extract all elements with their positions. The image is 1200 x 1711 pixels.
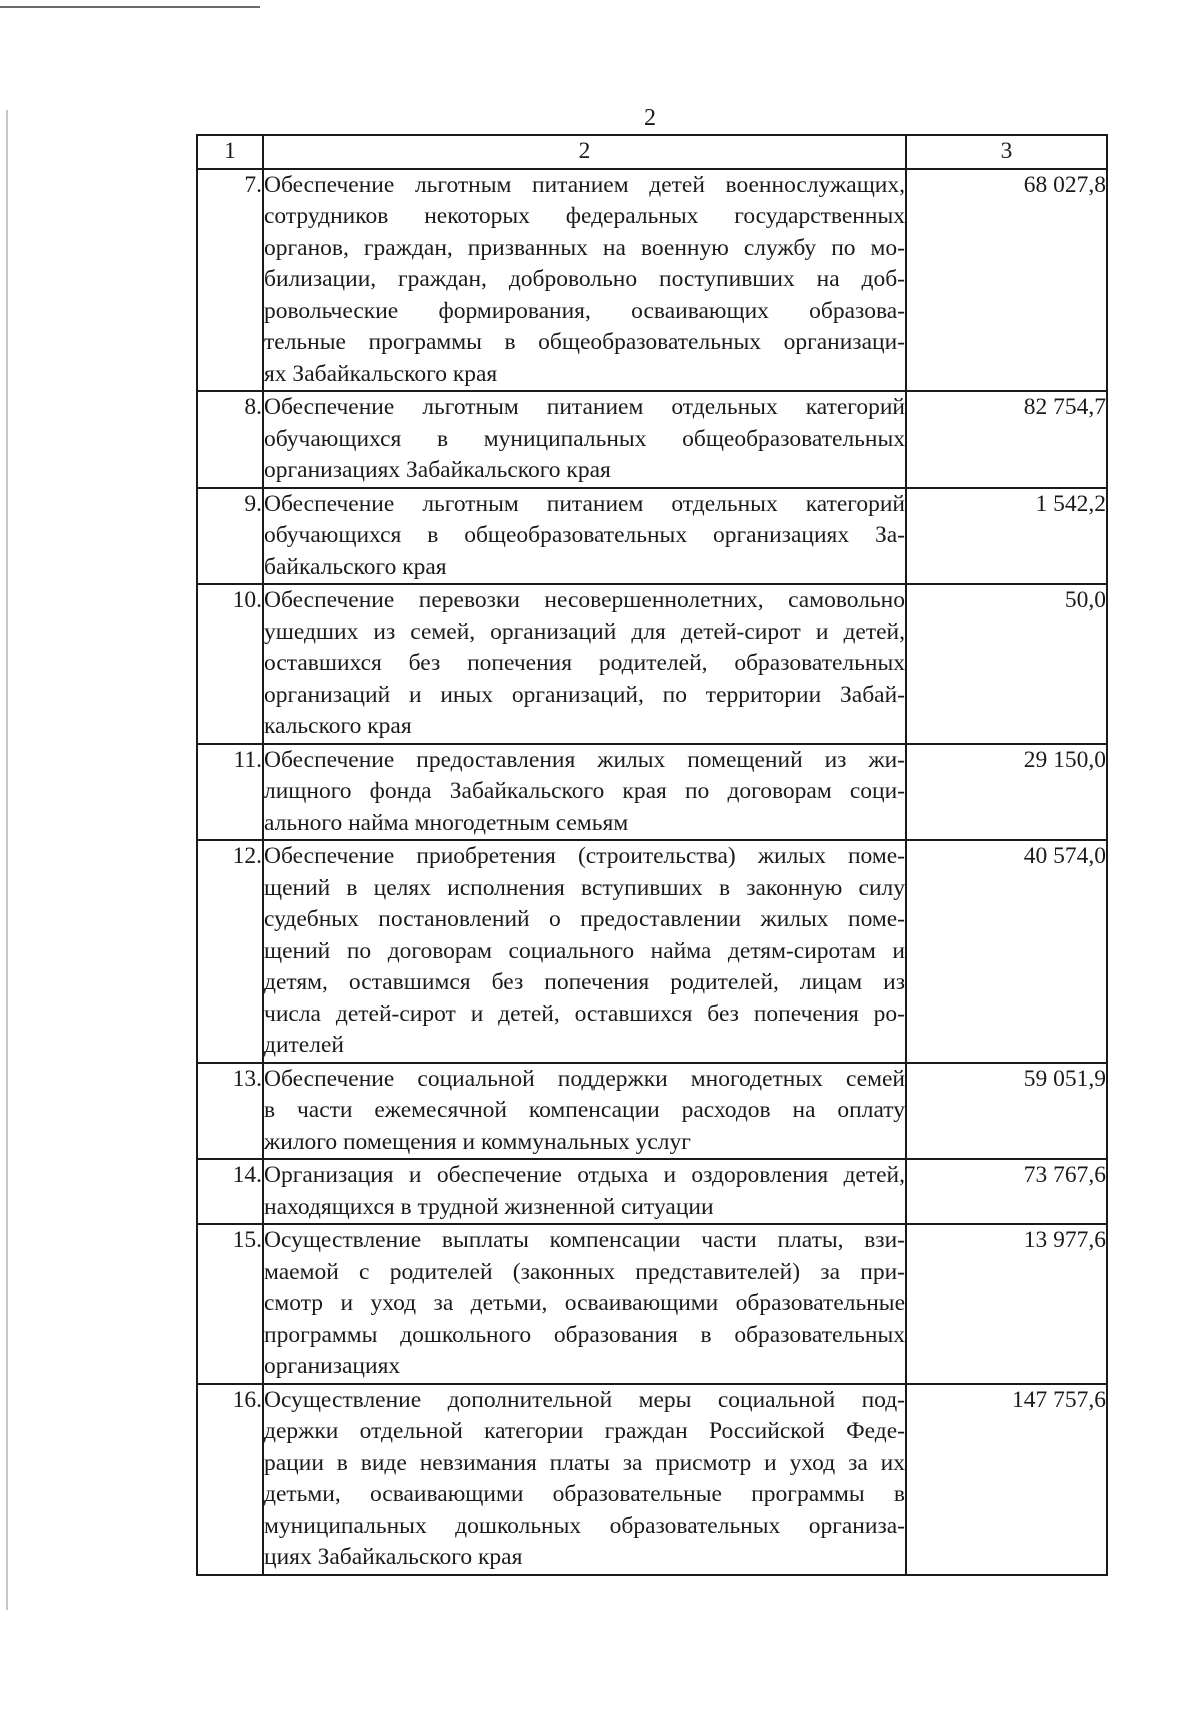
description-line: Осуществление дополнительной меры социальной под- xyxy=(264,1386,905,1413)
table-row xyxy=(197,584,1107,744)
table-row xyxy=(197,1224,1107,1384)
description-line: находящихся в трудной жизненной ситуации xyxy=(264,1193,714,1220)
row-number: 7. xyxy=(197,169,263,392)
scan-edge-line xyxy=(0,6,260,8)
row-number: 14. xyxy=(197,1159,263,1224)
description-line: программы дошкольного образования в образовательных xyxy=(264,1321,905,1348)
table-row xyxy=(197,1063,1107,1160)
description-line: Обеспечение льготным питанием отдельных категорий xyxy=(264,394,905,420)
description-line: тельные программы в общеобразовательных организаци- xyxy=(264,329,905,355)
description-line: детьми, осваивающими образовательные программы в xyxy=(264,1481,905,1507)
description-line: обучающихся в муниципальных общеобразовательных xyxy=(264,425,905,452)
description-line: рации в виде невзимания платы за присмотр и уход за их xyxy=(264,1449,905,1476)
table-row xyxy=(197,391,1107,488)
row-number: 16. xyxy=(197,1384,263,1575)
row-description xyxy=(263,1224,906,1384)
header-row xyxy=(197,135,1107,169)
row-amount: 50,0 xyxy=(906,584,1107,744)
description-line: ушедших из семей, организаций для детей-сирот и детей, xyxy=(264,618,905,645)
description-line: организаций и иных организаций, по территории Забай- xyxy=(264,681,905,708)
description-line: смотр и уход за детьми, осваивающими образовательные xyxy=(264,1290,905,1316)
description-line: Обеспечение предоставления жилых помещений из жи- xyxy=(264,746,905,773)
description-line: Организация и обеспечение отдыха и оздоровления детей, xyxy=(264,1162,905,1188)
description-line: оставшихся без попечения родителей, образовательных xyxy=(264,650,905,676)
description-line: Обеспечение льготным питанием отдельных категорий xyxy=(264,490,905,517)
description-line: Обеспечение льготным питанием детей военнослужащих, xyxy=(264,171,905,198)
description-line: дителей xyxy=(264,1032,344,1058)
table-row xyxy=(197,744,1107,841)
row-description xyxy=(263,1063,906,1160)
row-description xyxy=(263,744,906,841)
row-amount: 68 027,8 xyxy=(906,169,1107,392)
description-line: организациях Забайкальского края xyxy=(264,457,611,483)
row-number: 9. xyxy=(197,488,263,585)
description-line: судебных постановлений о предоставлении жилых поме- xyxy=(264,906,905,932)
description-line: ровольческие формирования, осваивающих образова- xyxy=(264,297,905,324)
description-line: циях Забайкальского края xyxy=(264,1544,523,1570)
table-body xyxy=(197,135,1107,1575)
page-number: 2 xyxy=(644,105,656,131)
row-number: 15. xyxy=(197,1224,263,1384)
row-amount: 73 767,6 xyxy=(906,1159,1107,1224)
description-line: ального найма многодетным семьям xyxy=(264,809,629,836)
description-line: билизации, граждан, добровольно поступивших на доб- xyxy=(264,266,905,292)
scan-margin-line xyxy=(6,110,8,1610)
row-amount: 1 542,2 xyxy=(906,488,1107,585)
description-line: жилого помещения и коммунальных услуг xyxy=(264,1128,691,1155)
description-line: Обеспечение приобретения (строительства) жилых поме- xyxy=(264,843,905,869)
row-description xyxy=(263,840,906,1063)
description-line: муниципальных дошкольных образовательных организа- xyxy=(264,1512,905,1539)
row-description xyxy=(263,488,906,585)
description-line: ях Забайкальского края xyxy=(264,360,498,387)
description-line: байкальского края xyxy=(264,553,447,580)
header-cell-number: 1 xyxy=(197,135,263,169)
description-line: обучающихся в общеобразовательных организациях За- xyxy=(264,522,905,548)
header-cell-description: 2 xyxy=(263,135,906,169)
row-description xyxy=(263,584,906,744)
description-line: кальского края xyxy=(264,713,412,739)
row-amount: 147 757,6 xyxy=(906,1384,1107,1575)
row-description xyxy=(263,1159,906,1224)
description-line: детям, оставшимся без попечения родителей, лицам из xyxy=(264,969,905,995)
row-amount: 59 051,9 xyxy=(906,1063,1107,1160)
description-line: держки отдельной категории граждан Российской Феде- xyxy=(264,1418,905,1444)
description-line: числа детей-сирот и детей, оставшихся без попечения ро- xyxy=(264,1000,905,1027)
description-line: в части ежемесячной компенсации расходов на оплату xyxy=(264,1097,905,1123)
description-line: Обеспечение перевозки несовершеннолетних, самовольно xyxy=(264,587,905,613)
row-amount: 40 574,0 xyxy=(906,840,1107,1063)
table-row xyxy=(197,1384,1107,1575)
description-line: маемой с родителей (законных представителей) за при- xyxy=(264,1258,905,1285)
description-line: организациях xyxy=(264,1353,401,1379)
budget-table xyxy=(196,134,1108,1576)
description-line: щений в целях исполнения вступивших в законную силу xyxy=(264,874,905,901)
row-description xyxy=(263,1384,906,1575)
description-line: сотрудников некоторых федеральных государственных xyxy=(264,203,905,229)
row-description xyxy=(263,169,906,392)
row-number: 8. xyxy=(197,391,263,488)
description-line: Осуществление выплаты компенсации части платы, взи- xyxy=(264,1227,905,1253)
row-number: 12. xyxy=(197,840,263,1063)
row-amount: 13 977,6 xyxy=(906,1224,1107,1384)
row-description xyxy=(263,391,906,488)
row-number: 11. xyxy=(197,744,263,841)
table-row xyxy=(197,840,1107,1063)
row-number: 13. xyxy=(197,1063,263,1160)
table-row xyxy=(197,488,1107,585)
row-number: 10. xyxy=(197,584,263,744)
table-row xyxy=(197,1159,1107,1224)
description-line: Обеспечение социальной поддержки многодетных семей xyxy=(264,1065,905,1092)
row-amount: 29 150,0 xyxy=(906,744,1107,841)
row-amount: 82 754,7 xyxy=(906,391,1107,488)
description-line: органов, граждан, призванных на военную службу по мо- xyxy=(264,234,905,261)
description-line: лищного фонда Забайкальского края по договорам соци- xyxy=(264,778,905,804)
header-cell-amount: 3 xyxy=(906,135,1107,169)
table-row xyxy=(197,169,1107,392)
description-line: щений по договорам социального найма детям-сиротам и xyxy=(264,937,905,964)
